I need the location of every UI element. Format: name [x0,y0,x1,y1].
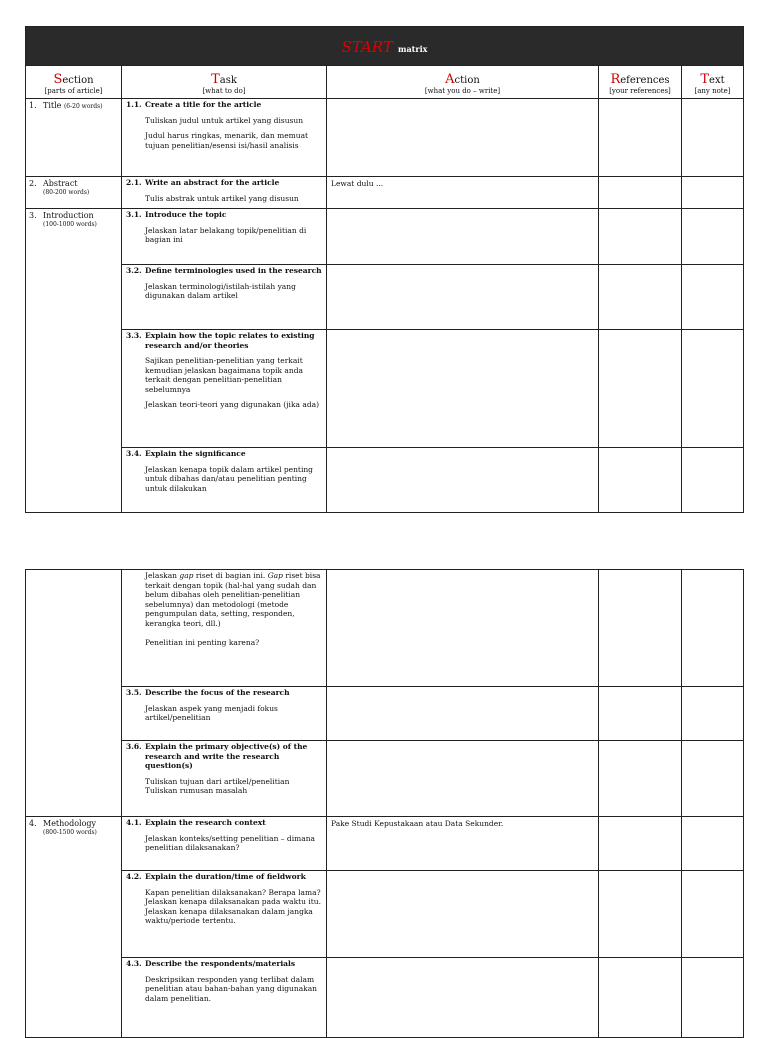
header-section-sub: [parts of article] [44,87,103,95]
start-matrix-table-page1 [25,26,744,513]
task-instruction: Judul harus ringkas, menarik, dan memuat tujuan penelitian/esensi isi/hasil analisis [145,131,309,150]
text-cell-3-6[interactable] [682,741,744,817]
references-cell-3-3[interactable] [599,330,682,448]
text-cell-3-4-cont[interactable] [682,570,744,687]
section-number: 3. [29,211,37,220]
action-cell-4-2[interactable] [327,871,599,958]
table-row [26,570,744,687]
action-cell-3-2[interactable] [327,265,599,330]
header-action-initial: A [445,72,455,87]
action-cell-4-1[interactable] [327,817,599,871]
action-cell-2-1[interactable] [327,177,599,209]
task-instruction: Tuliskan rumusan masalah [145,786,248,795]
action-cell-3-4[interactable] [327,448,599,513]
action-text: Lewat dulu ... [331,179,384,188]
references-cell-3-4[interactable] [599,448,682,513]
section-cell-introduction-cont [26,570,122,817]
text-cell-2-1[interactable] [682,177,744,209]
table-row [26,99,744,177]
table-row [26,265,744,330]
task-title: Describe the focus of the research [145,688,290,697]
task-instruction: Tuliskan judul untuk artikel yang disusun [145,115,304,125]
references-cell-4-2[interactable] [599,871,682,958]
header-action-sub: [what you do – write] [424,87,501,95]
task-instruction: riset bisa terkait dengan topik (hal-hal yang sudah dan belum dibahas oleh penelitian-penelitian sebelumnya) dan metodologi (metode pengumpulan data, setting, responden, kerangka teori, dll.) [145,571,321,628]
start-matrix-table-page2 [25,569,744,1038]
text-cell-4-2[interactable] [682,871,744,958]
task-cell-4-3 [122,958,327,1038]
header-task-initial: T [211,72,220,87]
references-cell-3-4-cont[interactable] [599,570,682,687]
banner-title-matrix: matrix [398,43,428,54]
section-name: Abstract [43,179,78,188]
task-cell-2-1 [122,177,327,209]
text-cell-3-1[interactable] [682,209,744,265]
task-title: Write an abstract for the article [145,178,280,187]
task-title: Explain the research context [145,818,266,827]
action-cell-3-1[interactable] [327,209,599,265]
table-row [26,958,744,1038]
references-cell-3-5[interactable] [599,687,682,741]
text-cell-3-4[interactable] [682,448,744,513]
task-number: 3.1. [126,210,142,219]
text-cell-3-3[interactable] [682,330,744,448]
text-cell-4-1[interactable] [682,817,744,871]
header-references-initial: R [610,72,621,87]
section-name: Introduction [43,211,94,220]
action-cell-3-5[interactable] [327,687,599,741]
task-cell-3-6 [122,741,327,817]
table-row [26,871,744,958]
references-cell-3-1[interactable] [599,209,682,265]
references-cell-1-1[interactable] [599,99,682,177]
task-title: Create a title for the article [145,100,262,109]
task-instruction: Jelaskan latar belakang topik/penelitian di bagian ini [145,225,307,244]
task-instruction: Tulis abstrak untuk artikel yang disusun [145,193,299,203]
references-cell-3-2[interactable] [599,265,682,330]
header-section-label: ection [62,75,94,86]
header-task-sub: [what to do] [202,87,246,95]
task-title: Explain how the topic relates to existing research and/or theories [145,331,315,350]
banner-title-start: START [341,37,393,56]
header-task-label: ask [219,75,237,86]
table-row [26,448,744,513]
task-instruction: Jelaskan kenapa topik dalam artikel penting untuk dibahas dan/atau penelitian penting untuk dilakukan [145,464,313,493]
task-instruction: Penelitian ini penting karena? [145,638,260,647]
task-instruction: Jelaskan konteks/setting penelitian – dimana penelitian dilaksanakan? [145,833,316,852]
task-cell-3-4 [122,448,327,513]
task-instruction: Kapan penelitian dilaksanakan? Berapa lama? [145,887,321,897]
text-cell-3-2[interactable] [682,265,744,330]
matrix-banner [26,27,744,66]
task-instruction: riset di bagian ini. [193,571,268,580]
task-title: Describe the respondents/materials [145,959,296,968]
header-action-label: ction [454,75,480,86]
header-task [122,66,327,99]
task-instruction: Jelaskan kenapa dilaksanakan pada waktu itu. Jelaskan kenapa dilaksanakan dalam jangka waktu/periode tertentu. [145,897,322,925]
task-cell-3-4-cont [122,570,327,687]
task-title: Explain the duration/time of fieldwork [145,872,306,881]
action-cell-3-4-cont[interactable] [327,570,599,687]
section-number: 4. [29,819,37,828]
header-text-sub: [any note] [694,87,731,95]
task-number: 3.5. [126,688,142,697]
task-instruction: Jelaskan [145,571,180,580]
table-row [26,330,744,448]
task-cell-3-3 [122,330,327,448]
section-name: Title [43,101,62,110]
task-number: 4.2. [126,872,142,881]
task-cell-3-2 [122,265,327,330]
references-cell-2-1[interactable] [599,177,682,209]
task-cell-4-2 [122,871,327,958]
section-number: 1. [29,101,37,110]
action-text: Pake Studi Kepustakaan atau Data Sekunder. [331,819,504,828]
task-instruction: Jelaskan aspek yang menjadi fokus artikel/penelitian [145,703,278,722]
task-instruction-emphasis: Gap [267,571,283,580]
section-name: Methodology [43,819,97,828]
task-title: Explain the primary objective(s) of the research and write the research question(s) [145,742,308,770]
action-cell-1-1[interactable] [327,99,599,177]
header-references [599,66,682,99]
table-row [26,687,744,741]
references-cell-4-1[interactable] [599,817,682,871]
section-word-count: (100-1000 words) [43,221,97,228]
section-word-count: (80-200 words) [43,189,90,196]
text-cell-1-1[interactable] [682,99,744,177]
task-number: 3.4. [126,449,142,458]
header-references-label: eferences [620,75,670,86]
task-cell-4-1 [122,817,327,871]
header-action [327,66,599,99]
task-cell-3-1 [122,209,327,265]
task-number: 3.2. [126,266,142,275]
table-row [26,177,744,209]
header-text-initial: T [700,72,710,87]
section-cell-methodology [26,817,122,1038]
action-cell-4-3[interactable] [327,958,599,1038]
task-title: Introduce the topic [145,210,227,219]
task-instruction: Jelaskan teori-teori yang digunakan (jika ada) [145,400,320,409]
task-number: 4.1. [126,818,142,827]
task-instruction: Sajikan penelitian-penelitian yang terkait kemudian jelaskan bagaimana topik anda terkait dengan penelitian-penelitian sebelumnya [145,356,303,394]
task-title: Explain the significance [145,449,246,458]
task-number: 3.3. [126,331,142,340]
header-references-sub: [your references] [609,87,671,95]
task-instruction: Deskripsikan responden yang terlibat dalam penelitian atau bahan-bahan yang digunakan dalam penelitian. [145,974,318,1003]
task-number: 1.1. [126,100,142,109]
action-cell-3-6[interactable] [327,741,599,817]
task-title: Define terminologies used in the research [145,266,322,275]
section-cell-introduction [26,209,122,513]
references-cell-3-6[interactable] [599,741,682,817]
task-number: 2.1. [126,178,142,187]
task-cell-3-5 [122,687,327,741]
section-word-count: (800-1500 words) [43,829,97,836]
header-text [682,66,744,99]
table-row [26,817,744,871]
task-cell-1-1 [122,99,327,177]
task-instruction: Jelaskan terminologi/istilah-istilah yang digunakan dalam artikel [145,281,296,300]
header-section-initial: S [53,72,63,87]
header-text-label: ext [709,75,725,86]
section-cell-title [26,99,122,177]
section-cell-abstract [26,177,122,209]
references-cell-4-3[interactable] [599,958,682,1038]
task-instruction: Tuliskan tujuan dari artikel/penelitian [145,776,290,786]
header-section [26,66,122,99]
section-number: 2. [29,179,37,188]
section-word-count: (6-20 words) [63,103,103,110]
table-row [26,741,744,817]
task-number: 3.6. [126,742,142,751]
task-instruction-emphasis: gap [179,571,194,580]
action-cell-3-3[interactable] [327,330,599,448]
table-row [26,209,744,265]
text-cell-3-5[interactable] [682,687,744,741]
text-cell-4-3[interactable] [682,958,744,1038]
task-number: 4.3. [126,959,142,968]
